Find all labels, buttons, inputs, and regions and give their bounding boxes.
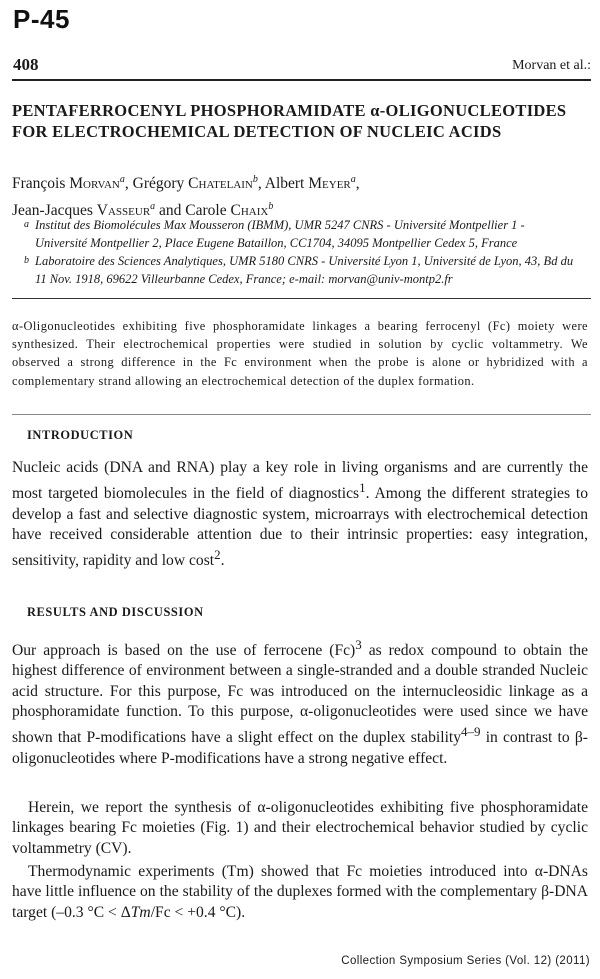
text-run: /Fc < +0.4 °C).	[150, 903, 246, 921]
top-rule	[12, 79, 591, 81]
affil-mark: a	[119, 174, 125, 185]
text-run: as redox compound to obtain the highest difference of environment between a single-stranded and a double stranded Nucleic acid structure. For this purpose, Fc was introduced on the internucleosidic linkage as a phosphoramidate function. To this purpose, α-oligonucleotides were used since we have shown that P-modifications have a slight effect on the duplex stability	[12, 642, 588, 747]
text-run: Nucleic acids (DNA and RNA) play a key role in living organisms and are currently the most targeted biomolecules in the field of diagnostics	[12, 459, 588, 503]
author-first-name: , Albert	[257, 175, 309, 193]
affil-mark: b	[252, 174, 258, 185]
running-head: Morvan et al.:	[512, 58, 591, 73]
affiliations	[24, 216, 578, 288]
affiliation-mark: b	[24, 255, 29, 266]
affiliation-text: Laboratoire des Sciences Analytiques, UMR 5180 CNRS - Université Lyon 1, Université de Lyon, 43, Bd du 11 Nov. 1918, 69622 Villeurbanne Cedex, France; e-mail: morvan@univ-montp2.fr	[35, 254, 574, 286]
abstract-rule-top	[12, 298, 591, 299]
affiliation-mark: a	[24, 219, 29, 230]
affil-mark: a	[350, 174, 356, 185]
text-run: in contrast to β-oligonucleotides where P-modifications have a strong negative effect.	[12, 729, 588, 767]
title-line-1: PENTAFERROCENYL PHOSPHORAMIDATE α-OLIGONUCLEOTIDES	[12, 101, 567, 120]
citation-mark: 1	[359, 480, 366, 496]
affiliation-b	[24, 252, 578, 288]
title-line-2: FOR ELECTROCHEMICAL DETECTION OF NUCLEIC ACIDS	[12, 122, 502, 141]
text-run: Our approach is based on the use of ferrocene (Fc)	[12, 642, 356, 660]
abstract-rule-bottom	[12, 414, 591, 415]
citation-mark: 2	[214, 547, 221, 563]
affiliation-a	[24, 216, 578, 252]
results-paragraph-2: Herein, we report the synthesis of α-oligonucleotides exhibiting five phosphoramidate linkages bearing Fc moieties (Fig. 1) and their electrochemical behavior studied by cyclic voltammetry (CV).	[12, 799, 588, 857]
author-separator: ,	[355, 175, 360, 193]
page-number: 408	[13, 55, 39, 74]
author-first-name: and Carole	[155, 202, 231, 220]
affiliation-text: Institut des Biomolécules Max Mousseron (IBMM), UMR 5247 CNRS - Université Montpellier 1 - Université Montpellier 2, Place Eugene Bataillon, CC1704, 34095 Montpellier Cedex 5, France	[35, 218, 525, 250]
text-run: . Among the different strategies to develop a fast and selective diagnostic system, microarrays with electrochemical detection have received considerable attention due to their intrinsic properties: easy integration, sensitivity, rapidity and low cost	[12, 485, 588, 570]
author-last-name: Chaix	[230, 202, 269, 220]
author-last-name: Meyer	[308, 175, 351, 193]
author-last-name: Vasseur	[96, 202, 151, 220]
tm-symbol: Tm	[130, 903, 151, 921]
author-last-name: Morvan	[69, 175, 120, 193]
text-run: .	[220, 552, 225, 570]
affil-mark: b	[268, 201, 274, 213]
author-first-name: , Grégory	[124, 175, 189, 193]
introduction-paragraph	[12, 458, 588, 572]
affil-mark: a	[150, 201, 156, 213]
introduction-heading: INTRODUCTION	[27, 428, 134, 442]
citation-mark: 4–9	[461, 724, 481, 740]
author-first-name: François	[12, 175, 70, 193]
paper-title	[12, 100, 580, 142]
results-heading: RESULTS AND DISCUSSION	[27, 605, 204, 619]
abstract: α-Oligonucleotides exhibiting five phosphoramidate linkages a bearing ferrocenyl (Fc) moiety were synthesized. Their electrochemical properties were studied in solution by cyclic voltammetry. We observed a strong difference in the Fc environment when the probe is alone or hybridized with a complementary strand allowing an electrochemical detection of the duplex formation.	[12, 319, 588, 388]
results-paragraph-1	[12, 635, 588, 769]
author-last-name: Chatelain	[188, 175, 253, 193]
results-paragraph-3	[12, 862, 588, 923]
footer-series: Collection Symposium Series (Vol. 12) (2011)	[341, 955, 590, 967]
poster-id: P-45	[13, 4, 70, 34]
author-list	[12, 168, 580, 222]
author-first-name: Jean-Jacques	[12, 202, 97, 220]
citation-mark: 3	[355, 637, 362, 652]
text-run: Thermodynamic experiments (Tm) showed that Fc moieties introduced into α-DNAs have little influence on the stability of the duplexes formed with the complementary β-DNA target (–0.3 °C < Δ	[12, 863, 588, 921]
author-line-1	[12, 168, 580, 195]
